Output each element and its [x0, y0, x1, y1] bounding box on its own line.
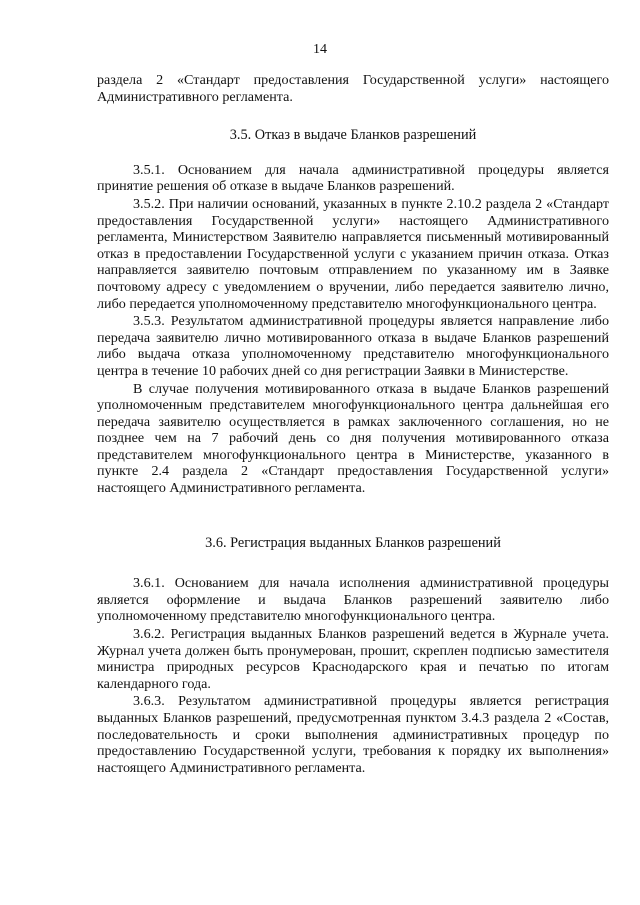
section-heading-3-6: 3.6. Регистрация выданных Бланков разрешений — [205, 534, 501, 551]
paragraph-3-5-2: 3.5.2. При наличии оснований, указанных в пункте 2.10.2 раздела 2 «Стандарт предоставления Государственной услуги» настоящего Административного регламента, Министерством Заявителю направляется письменный мотивированный отказ в предоставлении Государственной услуги с указанием причин отказа. Отказ направляется заявителю почтовым отправлением по указанному им в Заявке почтовому адресу с уведомлением о вручении, либо передается заявителю лично, либо передается уполномоченному представителю многофункционального центра. — [97, 195, 609, 312]
paragraph-3-6-1: 3.6.1. Основанием для начала исполнения административной процедуры является оформление и выдача Бланков разрешений заявителю либо уполномоченному представителю многофункционального центра. — [97, 575, 609, 625]
section-heading-3-5: 3.5. Отказ в выдаче Бланков разрешений — [229, 127, 477, 144]
paragraph-3-5-3-continuation: В случае получения мотивированного отказа в выдаче Бланков разрешений уполномоченным представителем многофункционального центра дальнейшая его передача заявителю осуществляется в рамках заключенного соглашения, но не позднее чем на 7 рабочий день со дня получения мотивированного отказа представителем многофункционального центра в Министерстве, указанного в пункте 2.4 раздела 2 «Стандарт предоставления Государственной услуги» настоящего Административного регламента. — [97, 380, 609, 497]
paragraph-3-6-2: 3.6.2. Регистрация выданных Бланков разрешений ведется в Журнале учета. Журнал учета должен быть пронумерован, прошит, скреплен подписью заместителя министра природных ресурсов Краснодарского края и печатью по итогам календарного года. — [97, 626, 609, 692]
intro-paragraph: раздела 2 «Стандарт предоставления Государственной услуги» настоящего Административного регламента. — [97, 72, 609, 105]
paragraph-3-5-3: 3.5.3. Результатом административной процедуры является направление либо передача заявителю лично мотивированного отказа в выдаче Бланков разрешений либо выдача отказа уполномоченному представителю многофункционального центра в течение 10 рабочих дней со дня регистрации Заявки в Министерстве. — [97, 313, 609, 379]
paragraph-3-5-1: 3.5.1. Основанием для начала административной процедуры является принятие решения об отказе в выдаче Бланков разрешений. — [97, 161, 609, 195]
paragraph-3-6-3: 3.6.3. Результатом административной процедуры является регистрация выданных Бланков разрешений, предусмотренная пунктом 3.4.3 раздела 2 «Состав, последовательность и сроки выполнения административных процедур по предоставлению Государственной услуги, требования к порядку их выполнения» настоящего Административного регламента. — [97, 693, 609, 776]
page-number: 14 — [313, 42, 327, 57]
document-body — [97, 72, 609, 776]
